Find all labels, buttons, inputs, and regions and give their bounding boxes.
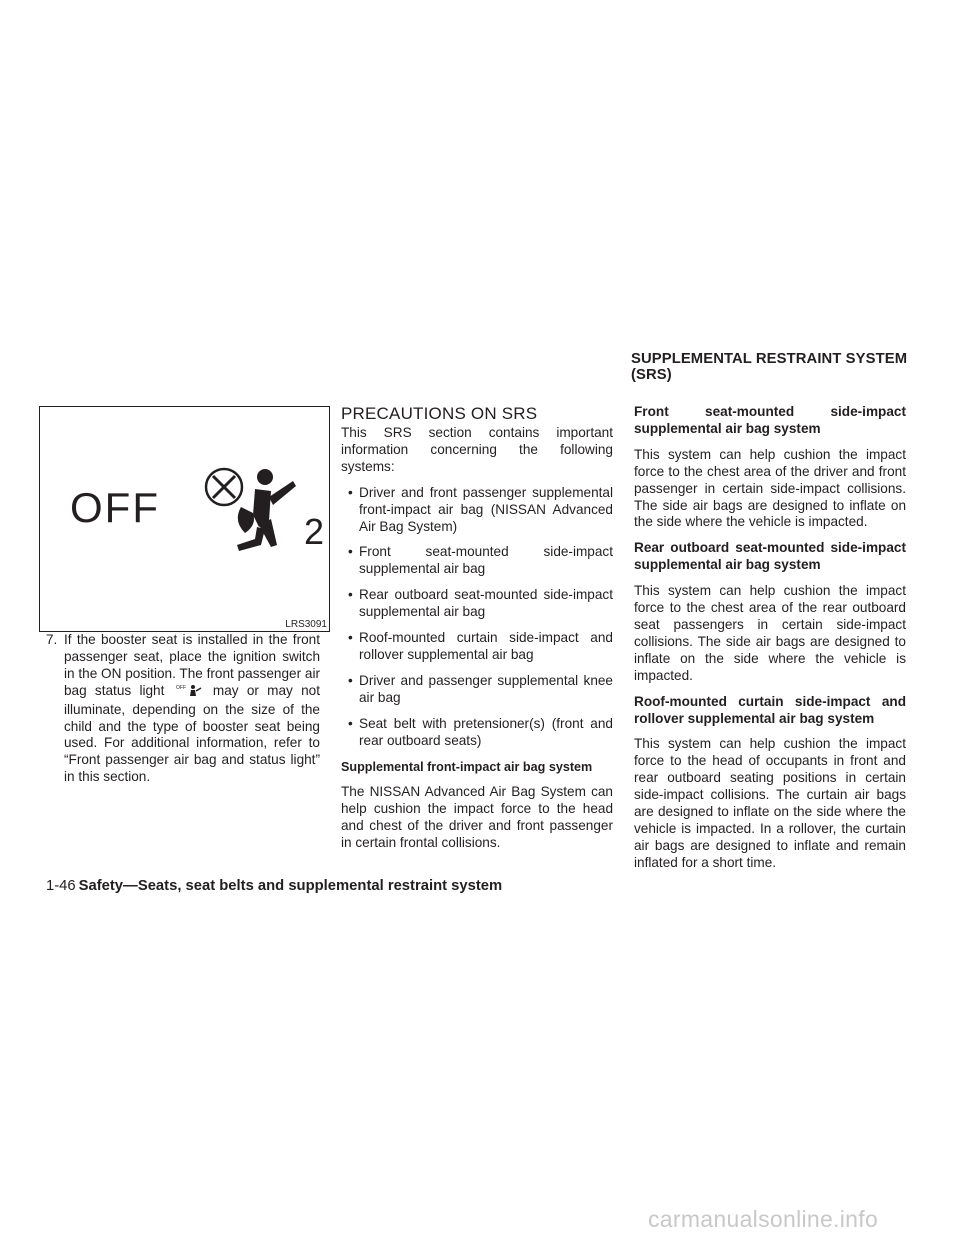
section-body: This system can help cushion the impact force to the head of occupants in front and rear outboard seating positions in certain side-impact collisions. The curtain air bags are designed to inflate on the side where the vehicle is impacted. In a rollover, the curtain air bags are designed to inflate and remain inflated for a short time.	[634, 736, 906, 870]
section-heading: Roof-mounted curtain side-impact and rollover supplemental air bag system	[634, 693, 906, 726]
footer-title: Safety—Seats, seat belts and supplemental restraint system	[78, 878, 503, 894]
page-footer	[46, 877, 502, 895]
figure-off-label: OFF	[70, 484, 160, 531]
airbag-status-figure	[39, 406, 330, 632]
list-item: • Roof-mounted curtain side-impact and rollover supplemental air bag	[348, 630, 613, 662]
systems-list	[341, 485, 613, 750]
page-number: 1-46	[46, 878, 76, 894]
section-body: This system can help cushion the impact force to the chest area of the driver and front passenger in certain side-impact collisions. The side air bags are designed to inflate on the side where the vehicle is impacted.	[634, 446, 906, 530]
list-item: • Front seat-mounted side-impact supplemental air bag	[348, 544, 613, 577]
watermark: carmanualsonline.info	[648, 1206, 879, 1232]
figure-code: LRS3091	[285, 619, 327, 630]
item-number: 7.	[46, 632, 58, 647]
column-2	[341, 404, 613, 852]
column-1	[46, 632, 320, 786]
list-item: • Driver and passenger supplemental knee air bag	[348, 672, 613, 705]
list-item: • Rear outboard seat-mounted side-impact supplemental air bag	[348, 587, 613, 620]
front-impact-body: The NISSAN Advanced Air Bag System can help cushion the impact force to the head and chest of the driver and front passenger in certain frontal collisions.	[341, 784, 613, 851]
item-text-before-icon: If the booster seat is installed in the front passenger seat, place the ignition switch in the ON position. The front passenger air bag status light	[64, 632, 320, 698]
column-3	[634, 404, 906, 872]
list-item: • Seat belt with pretensioner(s) (front and rear outboard seats)	[348, 715, 613, 748]
section-heading: Rear outboard seat-mounted side-impact supplemental air bag system	[634, 540, 906, 573]
inline-airbag-off-icon	[176, 683, 202, 702]
section-heading: Front seat-mounted side-impact supplemental air bag system	[634, 404, 906, 436]
section-body: This system can help cushion the impact force to the chest area of the rear outboard seat passengers in certain side-impact collisions. The side air bags are designed to inflate on the side where the vehicle is impacted.	[634, 583, 906, 683]
intro-paragraph: This SRS section contains important information concerning the following systems:	[341, 425, 613, 474]
list-item-7	[46, 632, 320, 786]
figure-seat-number: 2	[304, 511, 325, 552]
passenger-airbag-off-icon	[199, 459, 319, 559]
precautions-heading: PRECAUTIONS ON SRS	[341, 404, 538, 423]
item-text-after-icon: may or may not illuminate, depending on the size of the child and the type of booster seat being used. For additional information, refer to “Front passenger air bag and status light” in this section.	[64, 682, 320, 785]
section-header: SUPPLEMENTAL RESTRAINT SYSTEM (SRS)	[631, 351, 908, 383]
front-impact-subheading: Supplemental front-impact air bag system	[341, 759, 593, 774]
inline-icon-off-text: OFF	[175, 684, 186, 691]
list-item: • Driver and front passenger supplemental front-impact air bag (NISSAN Advanced Air Bag System)	[348, 484, 613, 534]
